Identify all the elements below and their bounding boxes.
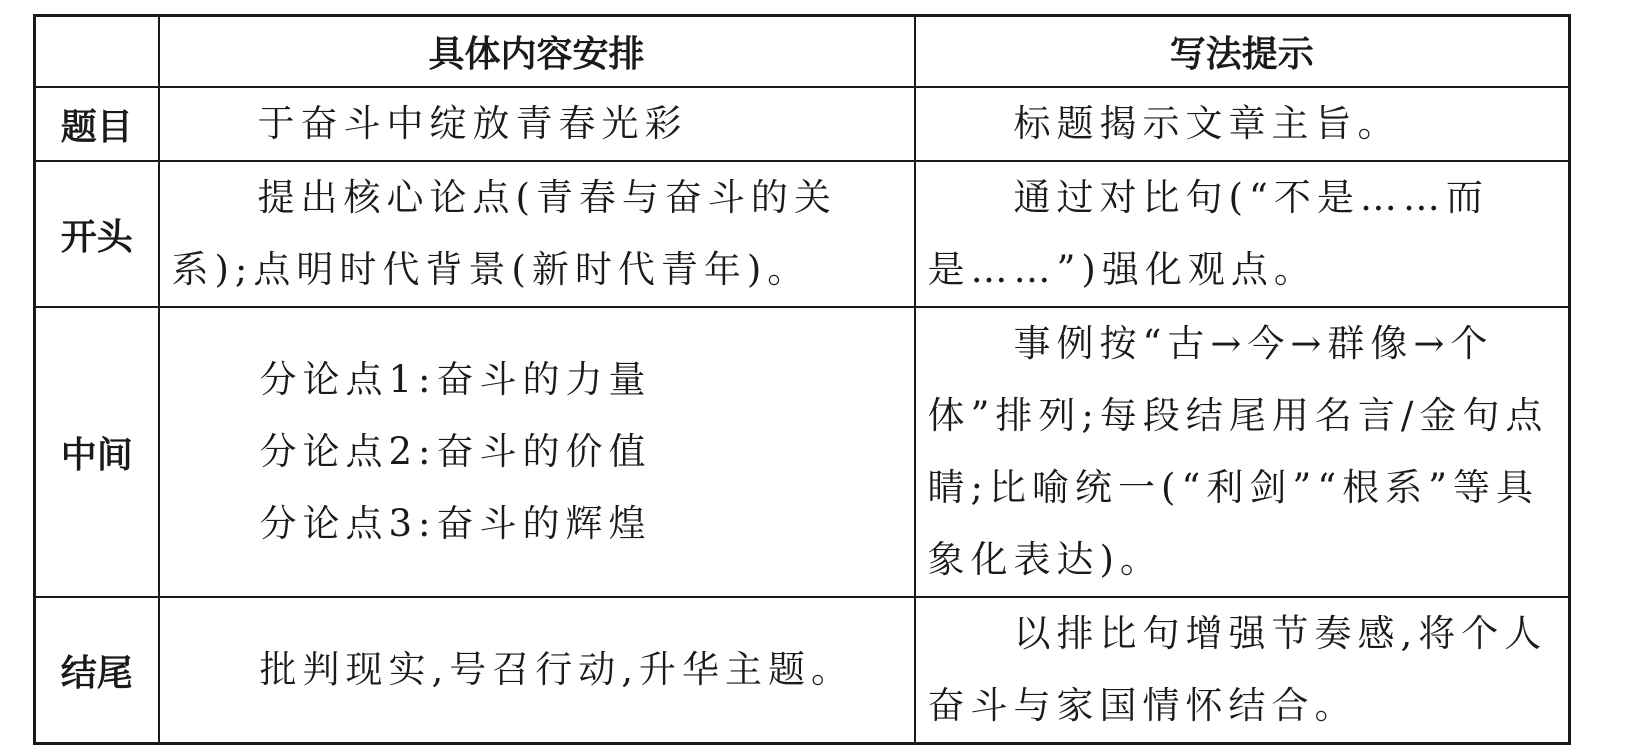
sub-argument-3: 分论点3:奋斗的辉煌: [259, 502, 652, 545]
tips-body: 事例按“古→今→群像→个体”排列;每段结尾用名言/金句点睛;比喻统一(“利剑”“根系”等具象化表达)。: [915, 307, 1570, 597]
essay-outline-table: [33, 14, 1571, 745]
tips-title: 标题揭示文章主旨。: [915, 87, 1570, 161]
tips-opening: 通过对比句(“不是……而是……”)强化观点。: [915, 161, 1570, 307]
row-label-body: 中间: [35, 307, 159, 597]
content-body-points: [159, 307, 915, 597]
header-writing-tips: 写法提示: [915, 16, 1570, 88]
header-blank-cell: [35, 16, 159, 88]
content-ending: 批判现实,号召行动,升华主题。: [159, 597, 915, 744]
table-row-ending: [35, 597, 1570, 744]
sub-argument-2: 分论点2:奋斗的价值: [259, 430, 652, 473]
row-label-opening: 开头: [35, 161, 159, 307]
table-row-body: [35, 307, 1570, 597]
header-content-arrangement: 具体内容安排: [159, 16, 915, 88]
table-header-row: [35, 16, 1570, 88]
row-label-title: 题目: [35, 87, 159, 161]
table-row-title: [35, 87, 1570, 161]
row-label-ending: 结尾: [35, 597, 159, 744]
tips-ending: 以排比句增强节奏感,将个人奋斗与家国情怀结合。: [915, 597, 1570, 744]
table-row-opening: [35, 161, 1570, 307]
sub-argument-1: 分论点1:奋斗的力量: [259, 358, 652, 401]
content-opening: 提出核心论点(青春与奋斗的关系);点明时代背景(新时代青年)。: [159, 161, 915, 307]
content-title: 于奋斗中绽放青春光彩: [159, 87, 915, 161]
